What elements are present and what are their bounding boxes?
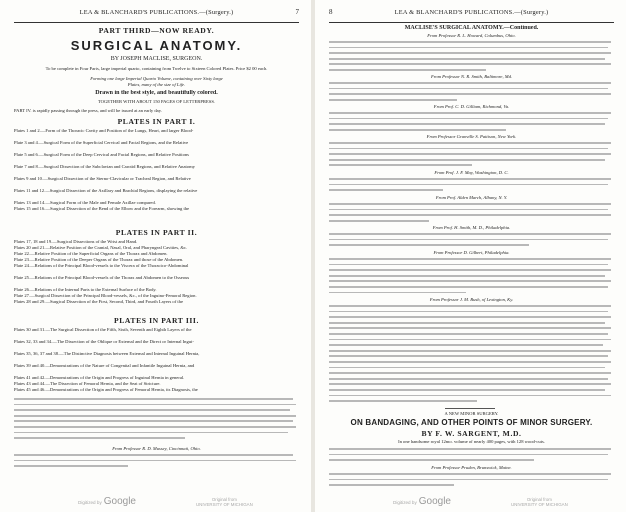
left-body-paragraph (14, 396, 299, 444)
university-label: UNIVERSITY OF MICHIGAN (511, 502, 568, 507)
plate-entry: Plate 25.—Relations of the Principal Blood-vessels of the Thorax and Abdomen to the Osseous (14, 275, 190, 280)
plate-entry: Plates 45 and 46.—Demonstrations of the Origin and Progress of Femoral Hernia, its Diagnosis, the (14, 387, 198, 392)
section-divider (445, 408, 495, 409)
university-label: UNIVERSITY OF MICHIGAN (196, 502, 253, 507)
part4-line: PART IV. is rapidly passing through the press, and will be issued at an early day. (14, 108, 162, 113)
testimonial-source: From Professor N. R. Smith, Baltimore, Md. (430, 74, 513, 79)
left-testimonial-text (14, 452, 299, 470)
plates-part3-heading: PLATES IN PART III. (114, 316, 199, 325)
plates-part1-heading: PLATES IN PART I. (117, 117, 196, 126)
google-logo: Google (418, 496, 451, 507)
testimonial-source: From Prof. J. F. May, Washington, D. C. (434, 170, 509, 175)
sargent-description: In one handsome royal 12mo. volume of nearly 400 pages, with 128 wood-cuts. (398, 439, 545, 444)
original-from-label: Original from (211, 497, 237, 502)
plate-entry: Plates 9 and 10.—Surgical Dissection of the Sterno-Clavicular or Tracheal Region, and Relative (14, 176, 191, 181)
parts-line: To be complete in Four Parts, large imperial quarto, containing from Twelve to Sixteen Colored Plates. Price $2 00 each. (45, 66, 268, 71)
plate-entry: Plate 22.—Relative Position of the Superficial Organs of the Thorax and Abdomen. (14, 251, 168, 256)
testimonial-source: From Prof. H. Smith, M. D., Philadelphia. (432, 225, 511, 230)
plate-entry: Plate 5 and 6.—Surgical Form of the Deep Cervical and Facial Regions, and Relative Positions (14, 152, 189, 157)
left-page-number: 7 (295, 8, 299, 16)
testimonial-text (329, 231, 614, 249)
plate-entry: Plates 43 and 44.—The Dissection of Femoral Hernia, and the Seat of Stricture. (14, 381, 161, 386)
left-running-header (14, 9, 299, 19)
google-watermark (78, 496, 136, 507)
right-digitization-footer (315, 495, 626, 509)
testimonial-text (329, 39, 614, 73)
plate-entry: Plate 26.—Relations of the Internal Parts to the External Surface of the Body. (14, 287, 157, 292)
testimonial-source: From Professor R. L. Howard, Columbus, Ohio. (427, 33, 516, 38)
google-watermark (393, 496, 451, 507)
plate-entry: Plates 35, 36, 37 and 38.—The Distinctive Diagnosis between External and Internal Inguinal Hernia, (14, 351, 200, 356)
plate-entry: Plates 30 and 31.—The Surgical Dissection of the Fifth, Sixth, Seventh and Eighth Layers of the (14, 327, 192, 332)
plate-entry: Plates 41 and 42.—Demonstrations of the Origin and Progress of Inguinal Hernia in general. (14, 375, 185, 380)
drawn-line: Drawn in the best style, and beautifully colored. (95, 90, 218, 96)
plate-entry: Plates 17, 18 and 19.—Surgical Dissections of the Wrist and Hand. (14, 239, 138, 244)
form-line: Forming one large Imperial Quarto Volume, containing over Sixty large (90, 76, 223, 81)
sargent-testimonial-text (329, 471, 614, 489)
part-banner: PART THIRD—NOW READY. (98, 26, 215, 35)
testimonial-source: From Prof. C. D. Gilliam, Richmond, Va. (433, 104, 510, 109)
testimonial-text (329, 80, 614, 103)
together-line: TOGETHER WITH ABOUT 150 PAGES OF LETTERPRESS. (97, 99, 216, 104)
new-work-label: A NEW MINOR SURGERY. (444, 411, 499, 416)
original-from-label: Original from (526, 497, 552, 502)
plate-entry: Plates 15 and 16.—Surgical Dissection of the Bend of the Elbow and the Forearm, showing the (14, 206, 190, 211)
google-logo: Google (103, 496, 136, 507)
plates-part2-heading: PLATES IN PART II. (115, 228, 198, 237)
testimonial-text (329, 256, 614, 296)
plate-entry: Plates 32, 33 and 34.—The Dissection of the Oblique or External and the Direct or Internal Ingui- (14, 339, 194, 344)
testimonial-source: From Professor D. Gilbert, Philadelphia. (433, 250, 510, 255)
sargent-author: BY F. W. SARGENT, M.D. (421, 429, 522, 438)
book-title: SURGICAL ANATOMY. (70, 38, 243, 53)
digitized-by-label: Digitized by (393, 500, 417, 505)
original-from-watermark (196, 497, 253, 507)
left-header-title: LEA & BLANCHARD'S PUBLICATIONS.—(Surgery.) (79, 9, 234, 16)
left-digitization-footer (0, 495, 311, 509)
plate-entry: Plates 39 and 40.—Demonstrations of the Nature of Congenital and Infantile Inguinal Hernia, and (14, 363, 195, 368)
plate-entry: Plates 20 and 21.—Relative Position of the Cranial, Nasal, Oral, and Pharyngeal Cavities, &c. (14, 245, 188, 250)
section-title: MACLISE'S SURGICAL ANATOMY.—Continued. (404, 25, 539, 31)
plates-line: Plates, many of the size of Life. (127, 82, 186, 87)
right-running-header (329, 9, 614, 19)
plate-entry: Plate 3 and 4.—Surgical Form of the Superficial Cervical and Facial Regions, and the Relative (14, 140, 189, 145)
right-header-title: LEA & BLANCHARD'S PUBLICATIONS.—(Surgery.) (394, 9, 549, 16)
plate-entry: Plate 24.—Relations of the Principal Blood-vessels to the Viscera of the Thoracico-Abdominal (14, 263, 189, 268)
sargent-body-text (329, 446, 614, 464)
plate-entry: Plate 23.—Relative Position of the Deeper Organs of the Thorax and those of the Abdomen. (14, 257, 184, 262)
original-from-watermark (511, 497, 568, 507)
right-header-rule (329, 22, 614, 23)
left-page (0, 0, 311, 512)
digitized-by-label: Digitized by (78, 500, 102, 505)
testimonial-text (329, 201, 614, 224)
author-line: BY JOSEPH MACLISE, SURGEON. (110, 56, 203, 62)
plate-entry: Plate 27.—Surgical Dissection of the Principal Blood-vessels, &c., of the Inguino-Femoral Region. (14, 293, 197, 298)
sargent-testimonial-source: From Professor Pruden, Brunswick, Maine. (431, 465, 512, 470)
testimonial-source: From Professor Granville S. Pattison, New York. (426, 134, 517, 139)
testimonial-text (329, 176, 614, 194)
right-page-number: 8 (329, 8, 333, 16)
testimonial-source: From Professor J. M. Bush, of Lexington, Ky. (429, 297, 514, 302)
left-header-rule (14, 22, 299, 23)
plate-entry: Plates 13 and 14.—Surgical Form of the Male and Female Axillae compared. (14, 200, 156, 205)
left-testimonial-source: From Professor R. D. Mussey, Cincinnati, Ohio. (112, 446, 201, 451)
testimonial-source: From Prof. Alden March, Albany, N. Y. (435, 195, 508, 200)
plate-entry: Plates 1 and 2.—Form of the Thoracic Cavity and Position of the Lungs, Heart, and larger Blood- (14, 128, 194, 133)
plate-entry: Plates 28 and 29.—Surgical Dissection of the First, Second, Third, and Fourth Layers of the (14, 299, 184, 304)
plate-entry: Plates 11 and 12.—Surgical Dissection of the Axillary and Brachial Regions, displaying the relative (14, 188, 198, 193)
plate-entry: Plate 7 and 8.—Surgical Dissection of the Subclavian and Carotid Regions, and Relative Anatomy (14, 164, 195, 169)
testimonial-text (329, 140, 614, 169)
sargent-book-title: ON BANDAGING, AND OTHER POINTS OF MINOR SURGERY. (350, 418, 593, 427)
testimonial-text (329, 110, 614, 133)
right-page (315, 0, 626, 512)
testimonial-text (329, 303, 614, 405)
